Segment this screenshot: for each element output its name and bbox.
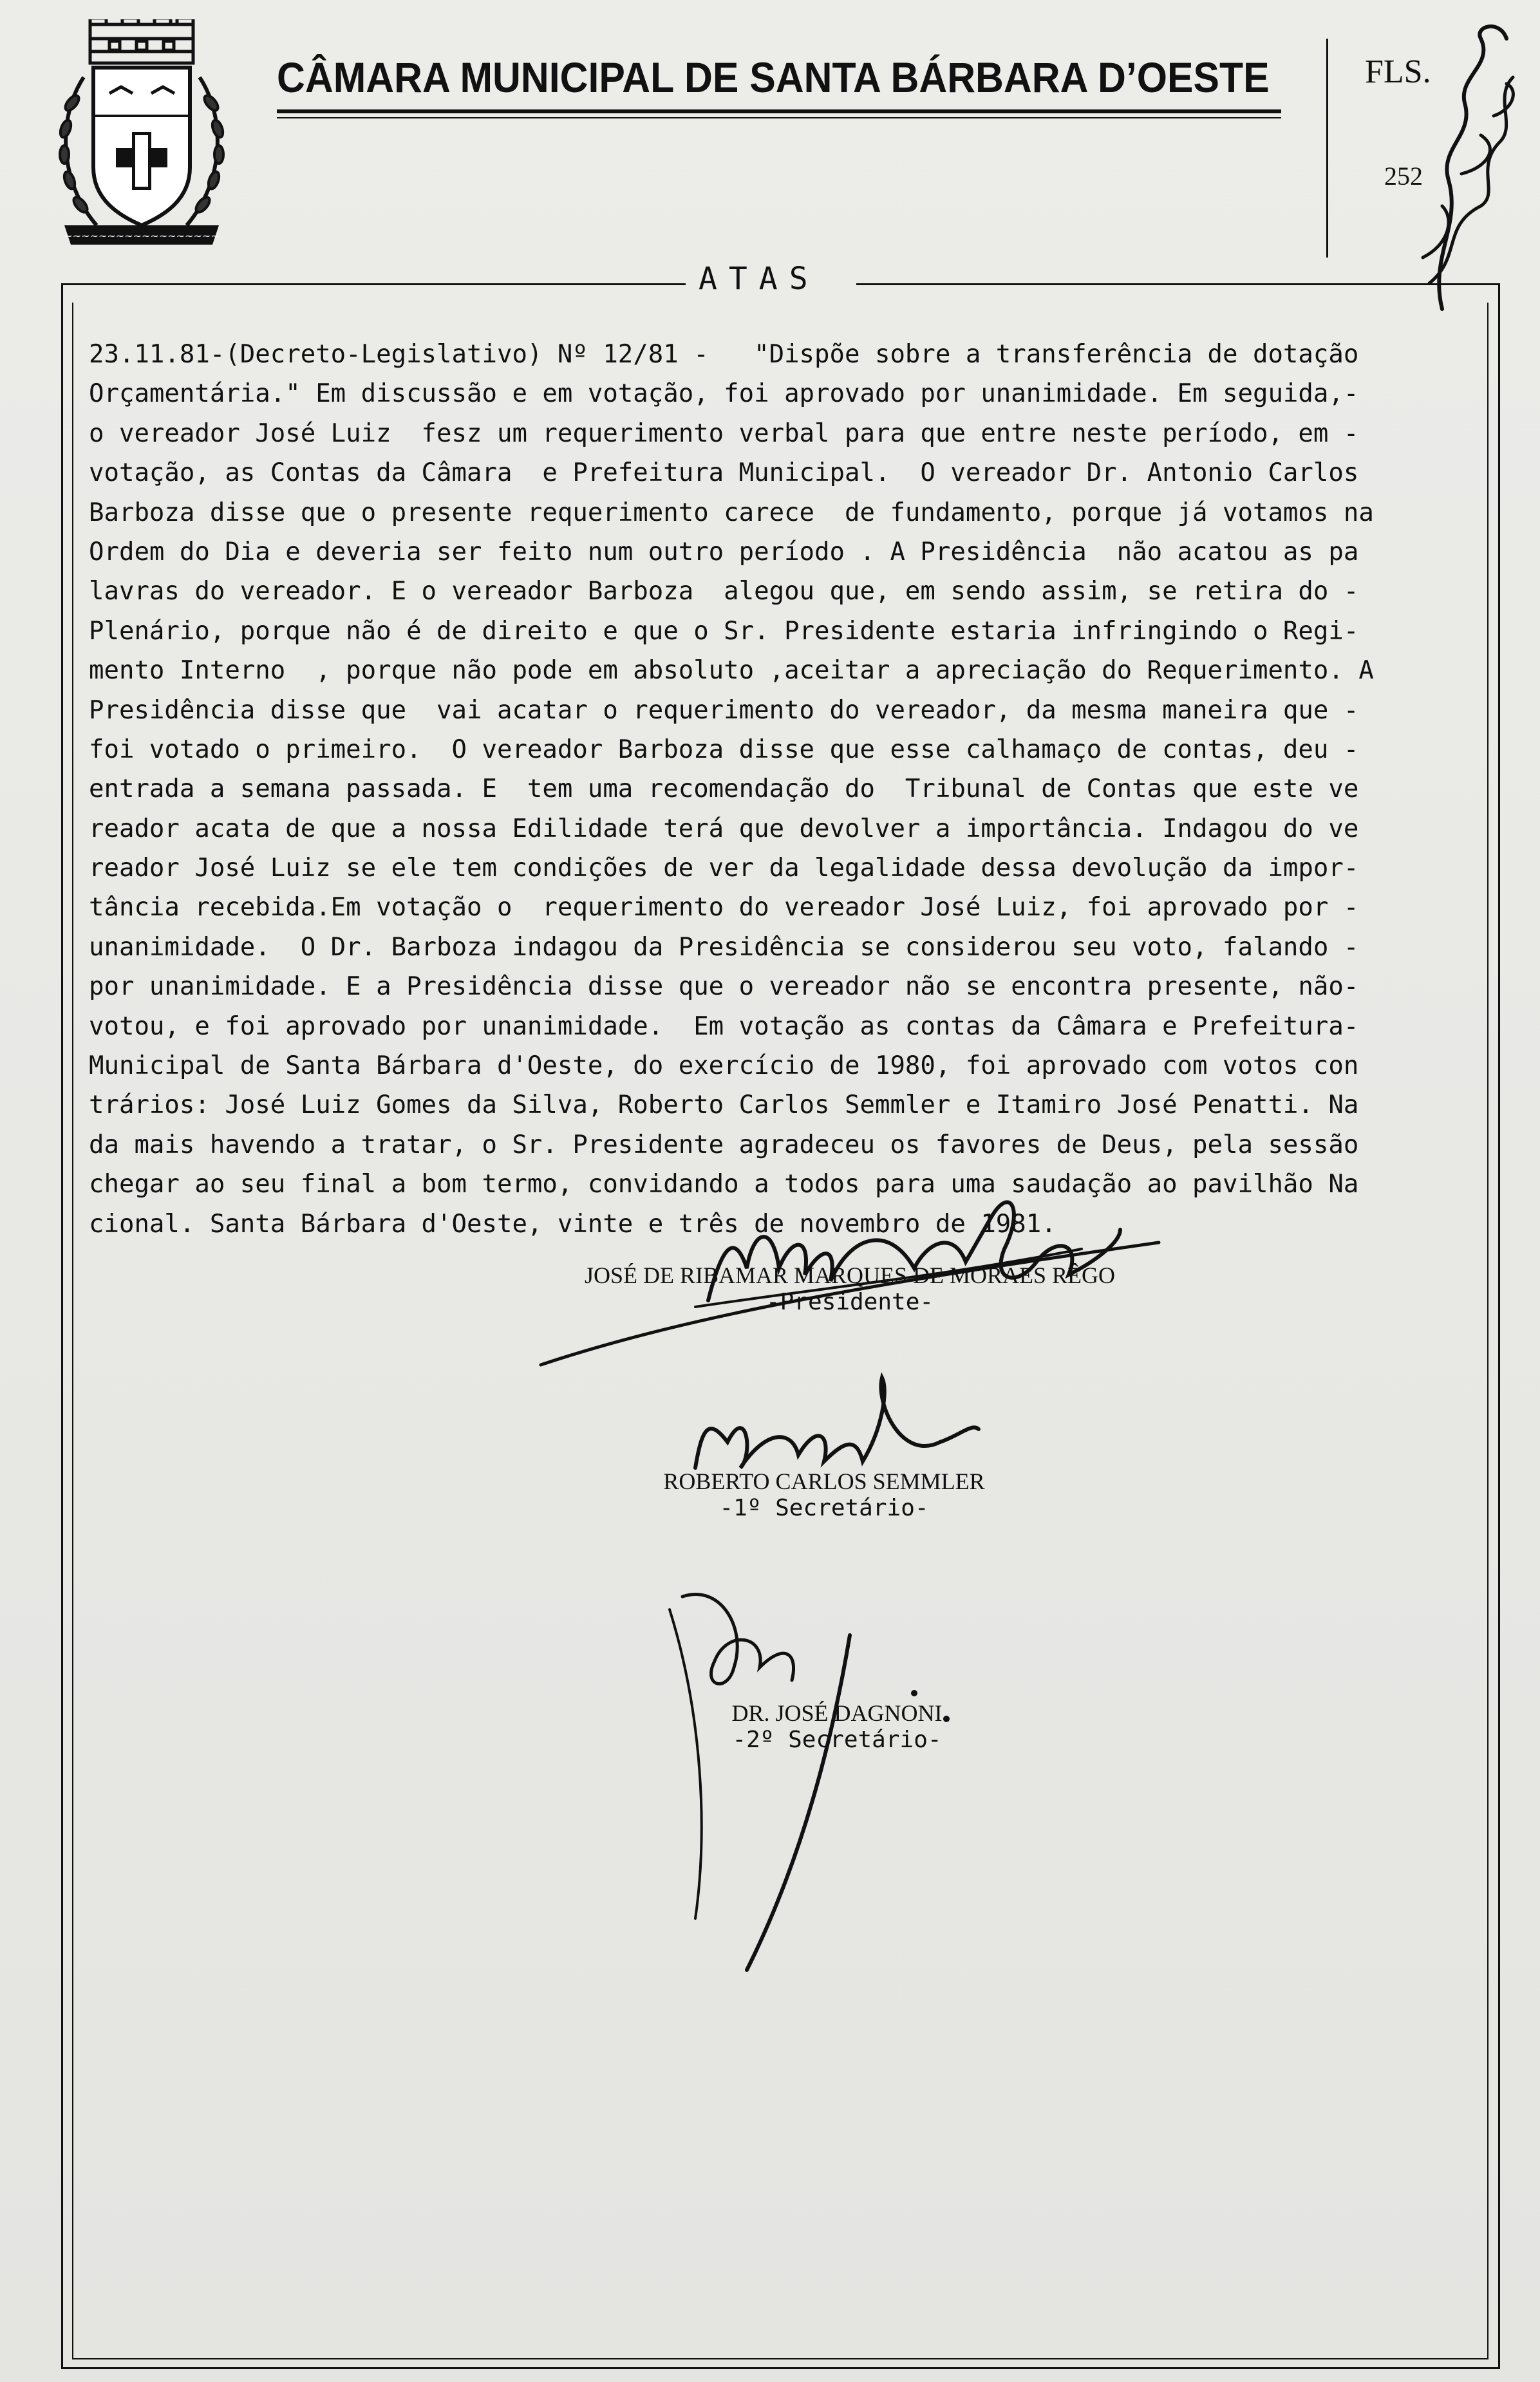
text-line: Barboza disse que o presente requerimento carece de fundamento, porque já votamos na	[89, 498, 1374, 527]
text-line: tância recebida.Em votação o requerimento do vereador José Luiz, foi aprovado por -	[89, 893, 1359, 923]
signatory-role: -2º Secretário-	[732, 1727, 942, 1753]
text-line: da mais havendo a tratar, o Sr. Presidente agradeceu os favores de Deus, pela sessão	[89, 1130, 1359, 1159]
text-line: unanimidade. O Dr. Barboza indagou da Presidência se considerou seu voto, falando -	[89, 932, 1359, 962]
svg-text:~~~~~~~~~~~~~~~~~~: ~~~~~~~~~~~~~~~~~~	[64, 230, 220, 242]
text-line: reador acata de que a nossa Edilidade terá que devolver a importância. Indagou do ve	[89, 814, 1359, 843]
signature-first-secretary	[567, 1468, 1082, 1521]
text-line: foi votado o primeiro. O vereador Barboza disse que esse calhamaço de contas, deu -	[89, 735, 1359, 764]
text-line: cional. Santa Bárbara d'Oeste, vinte e três de novembro de 1981.	[89, 1209, 1056, 1239]
signature-president	[528, 1262, 1172, 1315]
signatory-name: JOSÉ DE RIBAMAR MARQUES DE MORAES RÊGO	[584, 1262, 1116, 1288]
folio-number: 252	[1384, 162, 1423, 191]
text-line: reador José Luiz se ele tem condições de ver da legalidade dessa devolução da impor-	[89, 854, 1359, 883]
title-rule-thin	[277, 117, 1281, 118]
title-rule	[277, 109, 1281, 113]
text-line: 23.11.81-(Decreto-Legislativo) Nº 12/81 - "Dispõe sobre a transferência de dotação	[89, 340, 1359, 369]
text-line: por unanimidade. E a Presidência disse que o vereador não se encontra presente, não-	[89, 972, 1359, 1002]
folio-label: FLS.	[1365, 53, 1431, 90]
text-line: votou, e foi aprovado por unanimidade. Em votação as contas da Câmara e Prefeitura-	[89, 1011, 1359, 1041]
signatory-name: ROBERTO CARLOS SEMMLER	[663, 1468, 985, 1494]
signatory-role: -1º Secretário-	[719, 1495, 929, 1521]
text-line: Orçamentária." Em discussão e em votação, foi aprovado por unanimidade. Em seguida,-	[89, 379, 1359, 409]
signatory-name: DR. JOSÉ DAGNONI	[731, 1700, 943, 1726]
text-line: mento Interno , porque não pode em absoluto ,aceitar a apreciação do Requerimento. A	[89, 656, 1374, 686]
text-line: Presidência disse que vai acatar o requerimento do vereador, da mesma maneira que -	[89, 695, 1359, 725]
initials-rubric-icon	[1404, 13, 1532, 322]
text-line: trários: José Luiz Gomes da Silva, Roberto Carlos Semmler e Itamiro José Penatti. Na	[89, 1091, 1359, 1120]
minutes-text	[89, 335, 1454, 1244]
signatory-role: -Presidente-	[765, 1289, 934, 1315]
chamber-title: CÂMARA MUNICIPAL DE SANTA BÁRBARA D’OESTE	[277, 53, 1270, 101]
text-line: Plenário, porque não é de direito e que o Sr. Presidente estaria infringindo o Regi-	[89, 616, 1359, 646]
text-line: lavras do vereador. E o vereador Barboza alegou que, em sendo assim, se retira do -	[89, 577, 1359, 606]
text-line: Municipal de Santa Bárbara d'Oeste, do exercício de 1980, foi aprovado com votos con	[89, 1051, 1359, 1081]
text-line: entrada a semana passada. E tem uma recomendação do Tribunal de Contas que este ve	[89, 774, 1359, 804]
signature-second-secretary	[644, 1700, 1030, 1753]
folio-divider	[1326, 39, 1328, 258]
section-title: ATAS	[699, 261, 820, 297]
municipal-coat-of-arms-icon	[45, 19, 238, 258]
text-line: Ordem do Dia e deveria ser feito num outro período . A Presidência não acatou as pa	[89, 537, 1359, 567]
text-line: o vereador José Luiz fesz um requerimento verbal para que entre neste período, em -	[89, 418, 1359, 448]
text-line: chegar ao seu final a bom termo, convidando a todos para uma saudação ao pavilhão Na	[89, 1170, 1359, 1199]
text-line: votação, as Contas da Câmara e Prefeitura Municipal. O vereador Dr. Antonio Carlos	[89, 458, 1359, 488]
